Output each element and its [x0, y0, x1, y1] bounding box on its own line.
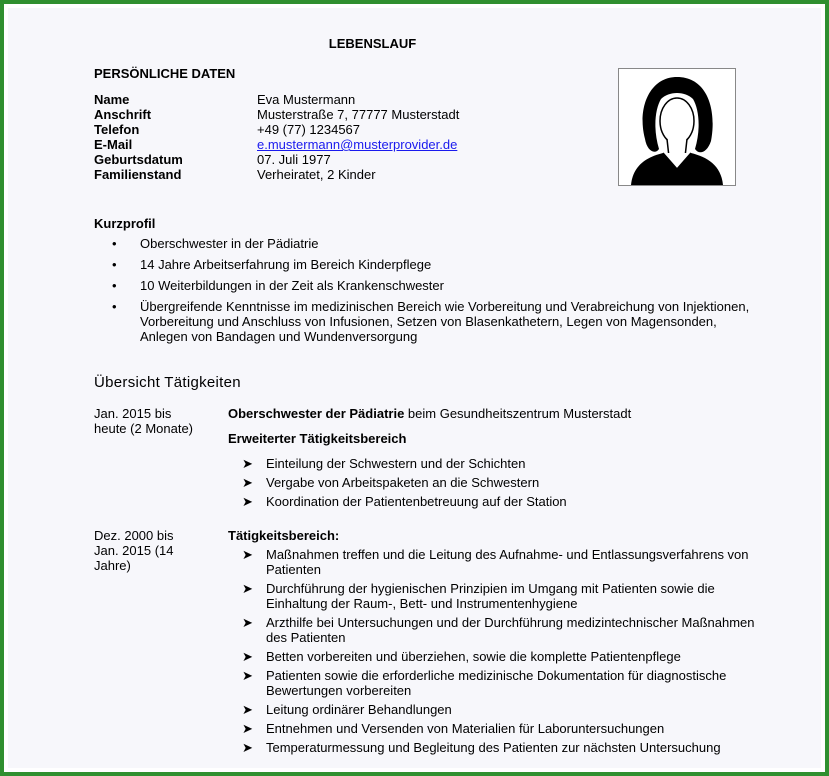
- row-label: Familienstand: [94, 167, 182, 182]
- row-label: Name: [94, 92, 130, 107]
- row-value: Verheiratet, 2 Kinder: [257, 167, 376, 182]
- list-item: [112, 299, 752, 344]
- personal-row-family: [94, 167, 459, 182]
- job-subheading: Tätigkeitsbereich:: [228, 528, 340, 543]
- list-item-text: 10 Weiterbildungen in der Zeit als Krankenschwester: [140, 278, 444, 293]
- arrow-right-icon: ➤: [242, 615, 253, 630]
- list-item: [242, 668, 768, 698]
- arrow-right-icon: ➤: [242, 456, 253, 471]
- personal-row-email: [94, 137, 459, 152]
- arrow-right-icon: ➤: [242, 494, 253, 509]
- list-item: [112, 278, 752, 293]
- job-entry-2: [228, 528, 768, 759]
- list-item: [242, 547, 768, 577]
- job-task-list: [242, 456, 768, 509]
- row-label: Telefon: [94, 122, 140, 137]
- list-item-text: Oberschwester in der Pädiatrie: [140, 236, 319, 251]
- list-item: [242, 475, 768, 490]
- row-value: Eva Mustermann: [257, 92, 356, 107]
- personal-data-table: [94, 92, 459, 182]
- row-value: +49 (77) 1234567: [257, 122, 361, 137]
- arrow-right-icon: ➤: [242, 475, 253, 490]
- job-subheading: Erweiterter Tätigkeitsbereich: [228, 431, 407, 446]
- list-item-text: Übergreifende Kenntnisse im medizinischen Bereich wie Vorbereitung und Verabreichung von Injektionen, Vorbereitung und Anschluss von Infusionen, Setzen von Blasenkathetern, Legen von Magensonden, Anlegen von Bandagen und Wundenversorgung: [140, 299, 750, 344]
- arrow-right-icon: ➤: [242, 581, 253, 596]
- list-item-text: Patienten sowie die erforderliche medizinische Dokumentation für diagnostische Bewertungen vorbereiten: [266, 668, 727, 698]
- list-item-text: Arzthilfe bei Untersuchungen und der Durchführung medizintechnischer Maßnahmen des Patienten: [266, 615, 755, 645]
- job-task-list: [242, 547, 768, 755]
- list-item-text: Leitung ordinärer Behandlungen: [266, 702, 452, 717]
- job-entry-1: [228, 406, 768, 513]
- personal-row-phone: [94, 122, 459, 137]
- personal-row-birthdate: [94, 152, 459, 167]
- row-value: 07. Juli 1977: [257, 152, 331, 167]
- row-value: Musterstraße 7, 77777 Musterstadt: [257, 107, 460, 122]
- arrow-right-icon: ➤: [242, 740, 253, 755]
- email-link[interactable]: e.mustermann@musterprovider.de: [257, 137, 458, 152]
- list-item: [242, 581, 768, 611]
- job-title-rest: beim Gesundheitszentrum Musterstadt: [404, 406, 632, 421]
- arrow-right-icon: ➤: [242, 702, 253, 717]
- profile-list: [112, 236, 752, 350]
- personal-data-heading: PERSÖNLICHE DATEN: [94, 66, 236, 81]
- period-entry-2: Dez. 2000 bis Jan. 2015 (14 Jahre): [94, 528, 174, 573]
- list-item: [112, 257, 752, 272]
- list-item: [242, 456, 768, 471]
- list-item: [242, 740, 768, 755]
- list-item-text: Vergabe von Arbeitspaketen an die Schwestern: [266, 475, 540, 490]
- row-label: Anschrift: [94, 107, 152, 122]
- bullet-dot-icon: •: [112, 278, 117, 293]
- list-item-text: Maßnahmen treffen und die Leitung des Aufnahme- und Entlassungsverfahrens von Patienten: [266, 547, 749, 577]
- document-page: [8, 8, 821, 768]
- bullet-dot-icon: •: [112, 236, 117, 251]
- arrow-right-icon: ➤: [242, 721, 253, 736]
- job-title: [228, 406, 768, 421]
- period-entry-1: Jan. 2015 bis heute (2 Monate): [94, 406, 194, 436]
- personal-row-name: [94, 92, 459, 107]
- list-item-text: Entnehmen und Versenden von Materialien für Laboruntersuchungen: [266, 721, 665, 736]
- personal-row-address: [94, 107, 459, 122]
- list-item: [242, 494, 768, 509]
- list-item: [242, 649, 768, 664]
- arrow-right-icon: ➤: [242, 547, 253, 562]
- arrow-right-icon: ➤: [242, 649, 253, 664]
- row-label: Geburtsdatum: [94, 152, 183, 167]
- list-item-text: Temperaturmessung und Begleitung des Patienten zur nächsten Untersuchung: [266, 740, 721, 755]
- profile-heading: Kurzprofil: [94, 216, 156, 231]
- bullet-dot-icon: •: [112, 299, 117, 314]
- person-silhouette-icon: [619, 69, 735, 185]
- list-item: [242, 702, 768, 717]
- job-title-bold: Oberschwester der Pädiatrie: [228, 406, 405, 421]
- activities-heading: Übersicht Tätigkeiten: [94, 374, 241, 391]
- bullet-dot-icon: •: [112, 257, 117, 272]
- list-item-text: Betten vorbereiten und überziehen, sowie die komplette Patientenpflege: [266, 649, 681, 664]
- list-item: [242, 721, 768, 736]
- profile-photo: [618, 68, 736, 186]
- arrow-right-icon: ➤: [242, 668, 253, 683]
- row-label: E-Mail: [94, 137, 133, 152]
- list-item-text: Durchführung der hygienischen Prinzipien im Umgang mit Patienten sowie die Einhaltung der Raum-, Bett- und Instrumentenhygiene: [266, 581, 715, 611]
- list-item: [242, 615, 768, 645]
- list-item-text: 14 Jahre Arbeitserfahrung im Bereich Kinderpflege: [140, 257, 432, 272]
- list-item: [112, 236, 752, 251]
- document-title: LEBENSLAUF: [328, 36, 417, 51]
- list-item-text: Koordination der Patientenbetreuung auf der Station: [266, 494, 567, 509]
- list-item-text: Einteilung der Schwestern und der Schichten: [266, 456, 526, 471]
